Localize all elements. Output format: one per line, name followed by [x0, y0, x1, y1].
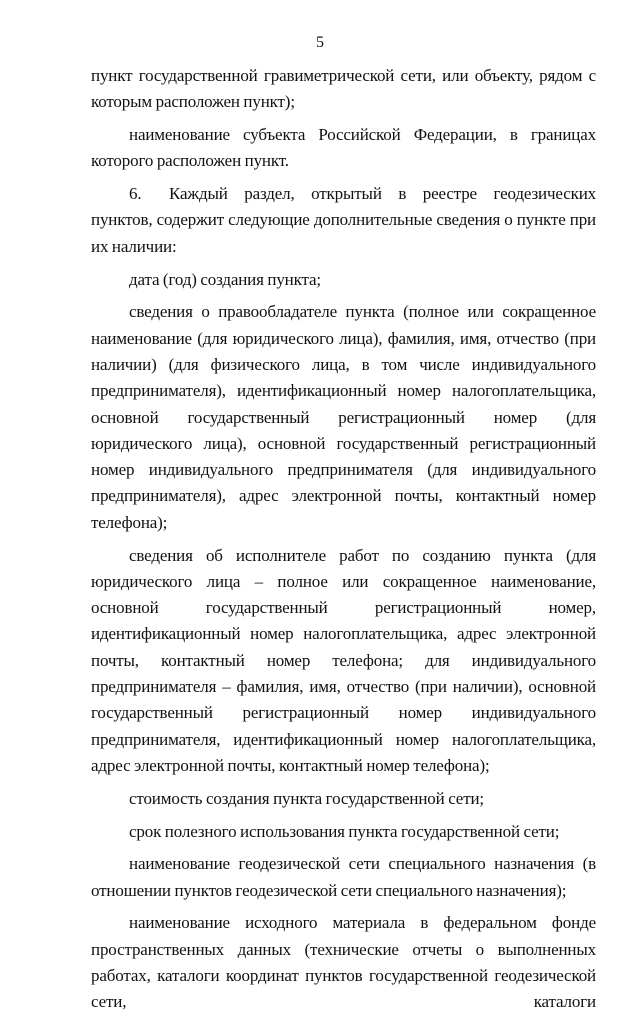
- document-body: [91, 63, 596, 1022]
- paragraph-rightholder: сведения о правообладателе пункта (полное или сокращенное наименование (для юридического лица), фамилия, имя, отчество (при наличии) (для физического лица, в том числе индивидуального предпринимателя), идентификационный номер налогоплательщика, основной государственный регистрационный номер (для юридического лица), основной государственный регистрационный номер индивидуального предпринимателя (для индивидуального предпринимателя), адрес электронной почты, контактный номер телефона);: [91, 302, 596, 532]
- paragraph-cost: стоимость создания пункта государственной сети;: [129, 788, 484, 808]
- page-number: 5: [316, 34, 324, 51]
- paragraph-item-6: [91, 181, 596, 260]
- item-number: 6.: [129, 184, 142, 204]
- item-6-text: Каждый раздел, открытый в реестре геодезических пунктов, содержит следующие дополнительные сведения о пункте при их наличии:: [91, 184, 596, 256]
- paragraph-useful-life: срок полезного использования пункта государственной сети;: [129, 821, 560, 841]
- paragraph-subject-name: наименование субъекта Российской Федерации, в границах которого расположен пункт.: [91, 125, 596, 171]
- paragraph-source-material: наименование исходного материала в федеральном фонде пространственных данных (технические отчеты о выполненных работах, каталоги координат пунктов государственной геодезической сети, каталоги: [91, 913, 596, 1012]
- paragraph-creation-date: дата (год) создания пункта;: [129, 269, 321, 289]
- paragraph-contractor: сведения об исполнителе работ по созданию пункта (для юридического лица – полное или сокращенное наименование, основной государственный регистрационный номер, идентификационный номер налогоплательщика, адрес электронной почты, контактный номер телефона; для индивидуального предпринимателя – фамилия, имя, отчество (при наличии), основной государственный регистрационный номер индивидуального предпринимателя, идентификационный номер налогоплательщика, адрес электронной почты, контактный номер телефона);: [91, 545, 596, 775]
- paragraph-continuation: пункт государственной гравиметрической сети, или объекту, рядом с которым расположен пункт);: [91, 66, 596, 112]
- paragraph-special-network: наименование геодезической сети специального назначения (в отношении пунктов геодезической сети специального назначения);: [91, 854, 596, 900]
